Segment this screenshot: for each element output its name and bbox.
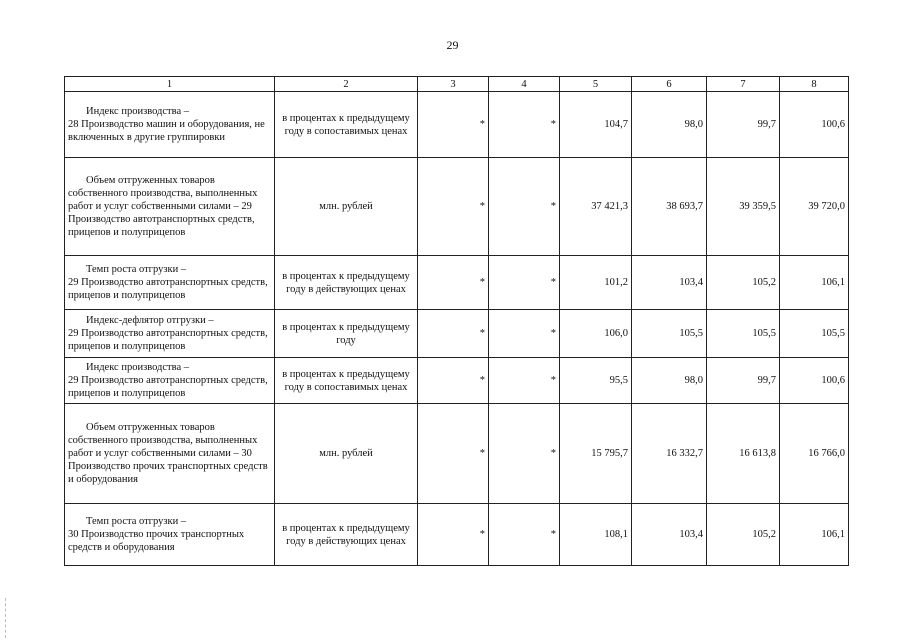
value-col7: 105,2: [707, 504, 780, 566]
indicator-title: Индекс производства –: [86, 106, 189, 117]
value-col8: 16 766,0: [780, 404, 849, 504]
indicator-title: Объем отгруженных товаров: [86, 422, 215, 433]
indicator-detail: 29 Производство автотранспортных средств, прицепов и полуприцепов: [68, 277, 268, 301]
value-col8: 105,5: [780, 310, 849, 358]
value-col6: 98,0: [632, 92, 707, 158]
column-header-2: 2: [275, 77, 418, 92]
value-col6: 98,0: [632, 358, 707, 404]
col3-cell: *: [418, 158, 489, 256]
unit-cell: в процентах к предыдущему году в действующих ценах: [275, 504, 418, 566]
col4-cell: *: [489, 158, 560, 256]
value-col6: 103,4: [632, 504, 707, 566]
column-header-7: 7: [707, 77, 780, 92]
value-col5: 104,7: [560, 92, 632, 158]
col3-cell: *: [418, 92, 489, 158]
indicator-cell: [65, 504, 275, 566]
value-col8: 100,6: [780, 92, 849, 158]
value-col7: 99,7: [707, 358, 780, 404]
column-header-6: 6: [632, 77, 707, 92]
indicator-title: Объем отгруженных товаров: [86, 175, 215, 186]
value-col8: 100,6: [780, 358, 849, 404]
unit-cell: млн. рублей: [275, 158, 418, 256]
indicator-detail: 29 Производство автотранспортных средств, прицепов и полуприцепов: [68, 328, 268, 352]
indicator-cell: [65, 310, 275, 358]
value-col7: 39 359,5: [707, 158, 780, 256]
indicator-detail: 28 Производство машин и оборудования, не включенных в другие группировки: [68, 119, 265, 143]
value-col6: 103,4: [632, 256, 707, 310]
indicator-title: Темп роста отгрузки –: [86, 516, 187, 527]
indicator-cell: [65, 358, 275, 404]
unit-cell: в процентах к предыдущему году в сопоставимых ценах: [275, 92, 418, 158]
value-col5: 15 795,7: [560, 404, 632, 504]
col4-cell: *: [489, 256, 560, 310]
col4-cell: *: [489, 92, 560, 158]
col3-cell: *: [418, 256, 489, 310]
unit-cell: млн. рублей: [275, 404, 418, 504]
indicator-detail: собственного производства, выполненных работ и услуг собственными силами – 29 Производство автотранспортных средств, прицепов и полуприцепов: [68, 188, 258, 238]
unit-cell: в процентах к предыдущему году в действующих ценах: [275, 256, 418, 310]
table-row: [65, 404, 849, 504]
indicator-cell: [65, 158, 275, 256]
page-number: 29: [446, 38, 459, 52]
value-col6: 16 332,7: [632, 404, 707, 504]
column-header-4: 4: [489, 77, 560, 92]
unit-cell: в процентах к предыдущему году: [275, 310, 418, 358]
column-header-1: 1: [65, 77, 275, 92]
col4-cell: *: [489, 404, 560, 504]
table-row: [65, 158, 849, 256]
column-header-8: 8: [780, 77, 849, 92]
indicator-detail: 29 Производство автотранспортных средств, прицепов и полуприцепов: [68, 375, 268, 399]
table-row: [65, 310, 849, 358]
indicator-detail: собственного производства, выполненных работ и услуг собственными силами – 30 Производство прочих транспортных средств и оборудования: [68, 435, 268, 485]
value-col8: 106,1: [780, 504, 849, 566]
value-col6: 105,5: [632, 310, 707, 358]
col3-cell: *: [418, 504, 489, 566]
col4-cell: *: [489, 504, 560, 566]
col4-cell: *: [489, 310, 560, 358]
indicator-detail: 30 Производство прочих транспортных средств и оборудования: [68, 529, 245, 553]
col4-cell: *: [489, 358, 560, 404]
column-header-5: 5: [560, 77, 632, 92]
value-col7: 99,7: [707, 92, 780, 158]
table-body: [65, 92, 849, 566]
value-col6: 38 693,7: [632, 158, 707, 256]
indicator-cell: [65, 256, 275, 310]
value-col8: 106,1: [780, 256, 849, 310]
value-col5: 106,0: [560, 310, 632, 358]
table-row: [65, 504, 849, 566]
value-col5: 37 421,3: [560, 158, 632, 256]
header-row: [65, 77, 849, 92]
indicator-cell: [65, 92, 275, 158]
value-col7: 105,2: [707, 256, 780, 310]
value-col5: 101,2: [560, 256, 632, 310]
value-col7: 105,5: [707, 310, 780, 358]
column-header-3: 3: [418, 77, 489, 92]
unit-cell: в процентах к предыдущему году в сопоставимых ценах: [275, 358, 418, 404]
col3-cell: *: [418, 404, 489, 504]
scan-margin-mark: [5, 598, 8, 638]
indicator-title: Индекс-дефлятор отгрузки –: [86, 315, 214, 326]
table-row: [65, 256, 849, 310]
table-row: [65, 358, 849, 404]
col3-cell: *: [418, 310, 489, 358]
indicator-title: Индекс производства –: [86, 362, 189, 373]
value-col5: 108,1: [560, 504, 632, 566]
value-col5: 95,5: [560, 358, 632, 404]
value-col7: 16 613,8: [707, 404, 780, 504]
forecast-table: [64, 76, 849, 566]
value-col8: 39 720,0: [780, 158, 849, 256]
indicator-title: Темп роста отгрузки –: [86, 264, 187, 275]
table-row: [65, 92, 849, 158]
col3-cell: *: [418, 358, 489, 404]
indicator-cell: [65, 404, 275, 504]
